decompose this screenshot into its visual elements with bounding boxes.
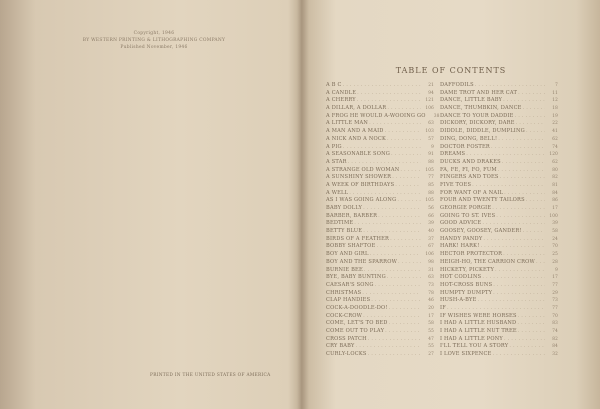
toc-entry-page: 106	[425, 105, 434, 111]
toc-entry	[440, 128, 558, 136]
toc-entry-title: I HAD A LITTLE HUSBAND	[440, 320, 517, 327]
toc-entry-page: 88	[428, 189, 434, 195]
toc-entry-title: FOUR AND TWENTY TAILORS	[440, 197, 525, 204]
toc-entry-page: 19	[552, 112, 558, 118]
toc-entry	[326, 197, 434, 205]
toc-entry	[440, 113, 558, 121]
leader-dots	[500, 174, 545, 180]
toc-entry-page: 105	[425, 197, 434, 203]
published-date-line: Published November, 1946	[120, 45, 188, 50]
toc-column-1	[326, 82, 440, 359]
toc-entry-title: A MAN AND A MAID	[326, 128, 384, 135]
leader-dots	[483, 236, 545, 242]
leader-dots	[385, 128, 421, 134]
toc-entry-page: 67	[428, 243, 434, 249]
toc-entry	[440, 167, 558, 175]
toc-entry	[440, 90, 558, 98]
leader-dots	[475, 82, 545, 88]
toc-entry-title: DANCE, THUMBKIN, DANCE	[440, 105, 522, 112]
leader-dots	[515, 113, 545, 119]
leader-dots	[536, 259, 545, 265]
leader-dots	[478, 297, 545, 303]
toc-entry-page: 28	[552, 258, 558, 264]
toc-entry-title: I HAD A LITTLE NUT TREE	[440, 328, 517, 334]
toc-entry	[326, 328, 434, 336]
leader-dots	[518, 90, 545, 96]
toc-entry-page: 85	[428, 181, 434, 187]
toc-entry-page: 18	[552, 105, 558, 111]
toc-entry-title: BABY DOLLY	[326, 205, 363, 211]
toc-entry-page: 27	[428, 351, 434, 357]
toc-entry-title: GOOD ADVICE	[440, 220, 482, 227]
toc-entry	[326, 205, 434, 213]
toc-entry	[440, 251, 558, 259]
leader-dots	[362, 290, 421, 296]
toc-entry-page: 63	[428, 274, 434, 280]
toc-entry-title: COME OUT TO PLAY	[326, 328, 385, 334]
toc-entry-page: 120	[549, 151, 558, 157]
toc-entry	[326, 274, 434, 282]
leader-dots	[391, 151, 421, 157]
leader-dots	[378, 213, 421, 219]
leader-dots	[395, 182, 421, 188]
leader-dots	[503, 97, 545, 103]
toc-entry-title: A DILLAR, A DOLLAR	[326, 105, 387, 112]
toc-entry	[440, 282, 558, 290]
toc-entry-page: 20	[428, 304, 434, 310]
toc-entry	[326, 151, 434, 159]
leader-dots	[523, 228, 545, 234]
toc-entry-title: FOR WANT OF A NAIL	[440, 189, 504, 196]
toc-entry-page: 11	[552, 89, 558, 95]
toc-entry	[440, 97, 558, 105]
toc-entry-title: AS I WAS GOING ALONG	[326, 197, 397, 204]
leader-dots	[357, 97, 421, 103]
leader-dots	[368, 336, 421, 342]
toc-entry-page: 31	[428, 266, 434, 272]
toc-entry-page: 39	[428, 220, 434, 226]
toc-entry-page: 74	[552, 143, 558, 149]
toc-entry-title: BIRDS OF A FEATHER	[326, 235, 390, 242]
toc-entry-page: 81	[552, 181, 558, 187]
toc-entry-page: 24	[552, 235, 558, 241]
toc-entry-page: 9	[555, 266, 558, 272]
toc-entry-page: 55	[428, 343, 434, 349]
leader-dots	[492, 351, 545, 357]
toc-entry-title: A SEASONABLE SONG	[326, 151, 391, 158]
toc-entry-title: HANDY PANDY	[440, 235, 483, 242]
toc-entry	[440, 274, 558, 282]
toc-entry-page: 47	[428, 335, 434, 341]
toc-entry-title: HECTOR PROTECTOR	[440, 251, 503, 258]
toc-entry-page: 106	[425, 251, 434, 257]
toc-entry	[326, 243, 434, 251]
toc-entry	[326, 213, 434, 221]
toc-entry	[326, 159, 434, 167]
toc-entry-title: FA, FE, FI, FO, FUM	[440, 166, 497, 173]
toc-entry-title: A SUNSHINY SHOWER	[326, 174, 392, 181]
leader-dots	[389, 320, 421, 326]
leader-dots	[400, 167, 421, 173]
toc-entry-title: FINGERS AND TOES	[440, 174, 499, 181]
leader-dots	[466, 151, 545, 157]
toc-entry-title: HOT-CROSS BUNS	[440, 281, 493, 288]
leader-dots	[491, 144, 545, 150]
toc-entry-page: 103	[425, 128, 434, 134]
leader-dots	[385, 328, 421, 334]
copyright-line: Copyright, 1946	[133, 31, 175, 36]
toc-entry-page: 77	[552, 281, 558, 287]
leader-dots	[397, 197, 421, 203]
toc-entry-title: GEORGIE PORGIE	[440, 205, 492, 211]
toc-entry-title: BYE, BABY BUNTING	[326, 274, 386, 281]
toc-entry-title: A CHERRY	[326, 97, 356, 104]
toc-entry	[440, 105, 558, 113]
toc-entry-title: DOCTOR FOSTER	[440, 143, 490, 150]
leader-dots	[343, 82, 421, 88]
toc-entry-page: 77	[552, 304, 558, 310]
toc-entry-title: HUSH-A-BYE	[440, 297, 477, 304]
leader-dots	[518, 313, 545, 319]
leader-dots	[375, 282, 421, 288]
toc-entry	[440, 205, 558, 213]
toc-entry	[440, 343, 558, 351]
toc-entry-title: CURLY-LOCKS	[326, 351, 367, 358]
toc-entry	[440, 267, 558, 275]
leader-dots	[369, 120, 421, 126]
leader-dots	[509, 343, 545, 349]
toc-entry-title: CROSS PATCH	[326, 335, 367, 342]
toc-entry-title: A STAR	[326, 158, 347, 165]
toc-entry	[326, 167, 434, 175]
toc-entry	[440, 136, 558, 144]
toc-entry	[326, 136, 434, 144]
toc-entry-page: 70	[552, 312, 558, 318]
toc-entry-page: 84	[552, 343, 558, 349]
toc-entry-page: 56	[428, 205, 434, 210]
leader-dots	[526, 197, 545, 203]
leader-dots	[482, 220, 545, 226]
leader-dots	[387, 274, 421, 280]
leader-dots	[392, 174, 421, 180]
leader-dots	[482, 274, 545, 280]
toc-entry-title: A WEEK OF BIRTHDAYS	[326, 181, 395, 188]
toc-entry-page: 62	[552, 158, 558, 164]
toc-entry	[326, 267, 434, 275]
toc-entry	[440, 190, 558, 198]
toc-entry	[440, 220, 558, 228]
toc-entry	[326, 313, 434, 321]
toc-entry-page: 58	[428, 320, 434, 326]
toc-entry	[440, 313, 558, 321]
toc-entry-title: CLAP HANDIES	[326, 297, 371, 304]
toc-entry-title: A CANDLE	[326, 89, 357, 96]
leader-dots	[518, 328, 545, 334]
toc-entry-page: 63	[428, 120, 434, 126]
toc-entry-page: 88	[428, 158, 434, 164]
leader-dots	[364, 267, 421, 273]
toc-entry-page: 73	[428, 281, 434, 287]
toc-entry	[440, 151, 558, 159]
toc-entry	[440, 243, 558, 251]
toc-entry	[440, 174, 558, 182]
toc-entry-title: DIDDLE, DIDDLE, DUMPLING	[440, 128, 525, 135]
leader-dots	[390, 236, 421, 242]
toc-entry-page: 29	[552, 289, 558, 295]
toc-entry	[326, 90, 434, 98]
toc-entry-page: 74	[552, 328, 558, 333]
toc-entry	[440, 182, 558, 190]
toc-entry-title: BEDTIME	[326, 220, 354, 227]
toc-entry-page: 77	[428, 174, 434, 180]
leader-dots	[472, 182, 545, 188]
toc-entry-title: GOING TO ST. IVES	[440, 212, 496, 219]
toc-entry	[440, 213, 558, 221]
toc-entry-page: 70	[552, 243, 558, 249]
leader-dots	[502, 159, 545, 165]
toc-entry	[326, 320, 434, 328]
toc-entry-title: DAME TROT AND HER CAT	[440, 89, 518, 96]
toc-entry-title: BOBBY SHAFTOE	[326, 243, 376, 250]
toc-entry	[326, 174, 434, 182]
toc-entry-page: 58	[552, 228, 558, 234]
toc-entry-title: DAFFODILS	[440, 82, 474, 88]
leader-dots	[495, 267, 545, 273]
toc-entry-page: 25	[552, 251, 558, 257]
toc-entry	[440, 351, 558, 359]
leader-dots	[376, 243, 421, 249]
toc-entry-page: 57	[428, 135, 434, 141]
toc-entry	[440, 236, 558, 244]
toc-entry-title: DICKORY, DICKORY, DARE	[440, 120, 515, 127]
toc-entry	[326, 282, 434, 290]
toc-entry	[326, 144, 434, 152]
toc-entry-page: 7	[555, 82, 558, 87]
leader-dots	[387, 105, 421, 111]
toc-entry	[440, 305, 558, 313]
leader-dots	[356, 343, 421, 349]
leader-dots	[357, 90, 421, 96]
toc-entry	[440, 228, 558, 236]
toc-entry-page: 40	[428, 228, 434, 234]
toc-entry-page: 73	[552, 297, 558, 303]
toc-entry-title: BARBER, BARBER	[326, 212, 378, 219]
toc-entry-title: HOT CODLINS	[440, 274, 482, 281]
toc-entry-title: BURNIE BEE	[326, 266, 363, 273]
leader-dots	[517, 320, 545, 326]
leader-dots	[371, 297, 421, 303]
toc-entry	[326, 228, 434, 236]
toc-entry	[326, 220, 434, 228]
printed-in-line: PRINTED IN THE UNITED STATES OF AMERICA	[150, 373, 271, 378]
toc-entry-page: 32	[552, 351, 558, 357]
toc-entry	[326, 97, 434, 105]
toc-entry	[440, 82, 558, 90]
leader-dots	[354, 220, 421, 226]
leader-dots	[447, 305, 545, 311]
toc-entry-page: 41	[552, 128, 558, 134]
toc-entry-title: COCK-A-DOODLE-DO!	[326, 304, 388, 311]
publisher-line: BY WESTERN PRINTING & LITHOGRAPHING COMPANY	[82, 38, 226, 43]
toc-entry-page: 82	[552, 335, 558, 341]
leader-dots	[504, 190, 545, 196]
toc-entry-title: I'LL TELL YOU A STORY	[440, 343, 509, 350]
toc-entry-page: 83	[552, 320, 558, 326]
toc-entry-title: HUMPTY DUMPTY	[440, 289, 493, 296]
toc-entry-page: 105	[425, 166, 434, 172]
toc-entry-page: 91	[428, 151, 434, 157]
leader-dots	[398, 259, 421, 265]
toc-entry-page: 9	[431, 143, 434, 149]
leader-dots	[503, 251, 545, 257]
toc-entry-page: 78	[428, 289, 434, 295]
toc-entry	[326, 190, 434, 198]
toc-entry-page: 82	[552, 174, 558, 180]
toc-entry-page: 55	[428, 328, 434, 333]
toc-entry-title: CHRISTMAS	[326, 289, 362, 296]
toc-entry-title: BETTY BLUE	[326, 228, 363, 235]
leader-dots	[348, 159, 421, 165]
toc-entry	[326, 82, 434, 90]
toc-entry	[440, 144, 558, 152]
toc-entry-title: I LOVE SIXPENCE	[440, 351, 492, 358]
toc-entry	[440, 336, 558, 344]
toc-entry	[440, 297, 558, 305]
toc-entry-title: DREAMS	[440, 151, 466, 158]
toc-entry-page: 46	[428, 297, 434, 303]
toc-entry-title: IF	[440, 304, 446, 311]
toc-entry-page: 39	[552, 220, 558, 226]
toc-entry-page: 17	[552, 205, 558, 210]
toc-entry-page: 86	[552, 197, 558, 203]
toc-entry-page: 38	[433, 112, 440, 118]
leader-dots	[492, 205, 545, 211]
leader-dots	[523, 105, 545, 111]
toc-entry-title: CRY BABY	[326, 343, 355, 350]
toc-entry-page: 121	[425, 97, 434, 103]
toc-entry	[326, 120, 434, 128]
toc-entry	[326, 182, 434, 190]
leader-dots	[498, 167, 545, 173]
toc-entry-title: GOOSEY, GOOSEY, GANDER!	[440, 228, 522, 235]
toc-entry-title: BOY AND THE SPARROW	[326, 258, 398, 265]
leader-dots	[363, 205, 421, 211]
toc-entry-title: COCK-CROW	[326, 312, 363, 319]
toc-entry	[440, 328, 558, 336]
leader-dots	[516, 120, 545, 126]
toc-entry	[326, 290, 434, 298]
toc-entry-page: 12	[552, 97, 558, 103]
toc-entry-title: DUCKS AND DRAKES	[440, 158, 501, 165]
leader-dots	[504, 336, 545, 342]
toc-entry	[326, 259, 434, 267]
toc-entry-page: 17	[428, 312, 434, 318]
toc-entry-page: 98	[428, 258, 434, 264]
leader-dots	[363, 313, 421, 319]
toc-entry	[440, 290, 558, 298]
leader-dots	[389, 305, 421, 311]
leader-dots	[349, 190, 421, 196]
toc-entry	[326, 128, 434, 136]
toc-entry-title: I HAD A LITTLE PONY	[440, 335, 503, 342]
toc-entry	[440, 120, 558, 128]
leader-dots	[363, 228, 421, 234]
toc-entry-page: 21	[428, 82, 434, 87]
leader-dots	[496, 213, 545, 219]
toc-entry	[326, 105, 434, 113]
toc-entry	[326, 112, 440, 121]
leader-dots	[498, 136, 545, 142]
toc-entry-page: 84	[552, 189, 558, 195]
leader-dots	[370, 251, 421, 257]
leader-dots	[387, 136, 421, 142]
toc-entry	[440, 259, 558, 267]
toc-entry-title: A FROG HE WOULD A-WOOING GO	[326, 112, 426, 119]
toc-entry-title: DANCE TO YOUR DADDIE	[440, 112, 514, 119]
toc-entry-title: A LITTLE MAN	[326, 120, 369, 127]
toc-entry-title: DANCE, LITTLE BABY	[440, 97, 503, 104]
toc-entry-page: 62	[552, 135, 558, 141]
toc-entry	[440, 197, 558, 205]
toc-entry	[326, 305, 434, 313]
toc-entry-title: A WELL	[326, 189, 349, 196]
toc-entry	[326, 251, 434, 259]
toc-entry-page: 37	[428, 235, 434, 241]
toc-entry-page: 22	[552, 120, 558, 126]
toc-entry-page: 94	[428, 89, 434, 95]
copyright-notice	[70, 30, 238, 51]
toc-entry-page: 100	[549, 212, 558, 218]
leader-dots	[368, 351, 421, 357]
right-page	[302, 0, 600, 409]
leader-dots	[526, 128, 545, 134]
leader-dots	[493, 290, 545, 296]
leader-dots	[343, 144, 421, 150]
toc-column-2	[440, 82, 558, 359]
toc-entry-title: DING, DONG, BELL!	[440, 135, 498, 142]
toc-entry	[326, 297, 434, 305]
toc-entry-title: A PIG	[326, 143, 342, 150]
leader-dots	[480, 243, 545, 249]
toc-entry-title: A B C	[326, 82, 342, 88]
toc-entry-title: HARK! HARK!	[440, 243, 480, 250]
toc-title: TABLE OF CONTENTS	[395, 66, 507, 75]
toc-entry-page: 80	[552, 166, 558, 172]
leader-dots	[493, 282, 545, 288]
toc-entry	[326, 343, 434, 351]
toc-entry-title: HEIGH-HO, THE CARRION CROW	[440, 258, 535, 265]
toc-entry	[326, 351, 434, 359]
toc-entry-title: HICKETY, PICKETY	[440, 266, 495, 273]
toc-entry	[440, 320, 558, 328]
toc-entry-title: CAESAR'S SONG	[326, 281, 374, 288]
toc-entry-title: A STRANGE OLD WOMAN	[326, 166, 400, 173]
toc-entry	[440, 159, 558, 167]
toc-entry	[326, 236, 434, 244]
toc-entry-title: IF WISHES WERE HORSES	[440, 312, 517, 319]
toc-entry-title: COME, LET'S TO BED	[326, 320, 388, 327]
toc-entry-page: 17	[552, 274, 558, 280]
toc-entry-title: BOY AND GIRL	[326, 251, 369, 258]
toc-entry	[326, 336, 434, 344]
toc-entry-title: FIVE TOES	[440, 181, 472, 188]
toc-entry-title: A NICK AND A NOCK	[326, 135, 386, 142]
toc-entry-page: 66	[428, 212, 434, 218]
